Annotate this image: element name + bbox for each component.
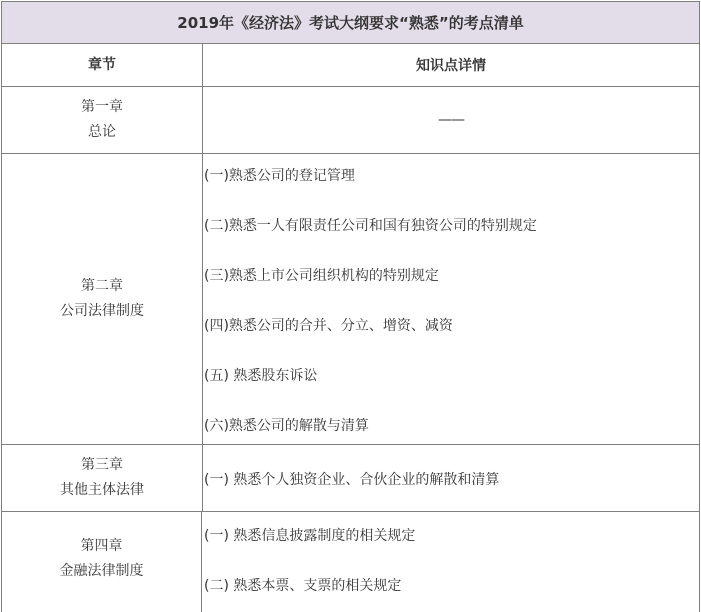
chapter-cell — [2, 154, 203, 444]
empty-dash: —— — [438, 112, 464, 128]
chapter-number: 第四章 — [80, 538, 123, 554]
details-cell — [203, 512, 699, 612]
detail-item: (六)熟悉公司的解散与清算 — [204, 418, 369, 434]
chapter-cell — [2, 87, 203, 153]
details-cell — [203, 87, 699, 153]
chapter-number: 第三章 — [81, 457, 123, 473]
header-chapter: 章节 — [2, 44, 203, 86]
chapter-name: 金融法律制度 — [59, 563, 144, 579]
detail-item: (五) 熟悉股东诉讼 — [204, 368, 318, 384]
details-cell — [203, 445, 699, 511]
chapter-number: 第一章 — [81, 99, 123, 115]
table-row — [1, 445, 700, 512]
detail-item: (一) 熟悉个人独资企业、合伙企业的解散和清算 — [204, 472, 500, 488]
table-row — [1, 154, 700, 445]
chapter-number: 第二章 — [81, 278, 123, 294]
details-cell — [203, 154, 699, 444]
detail-item: (一) 熟悉信息披露制度的相关规定 — [204, 528, 416, 544]
detail-item: (二)熟悉一人有限责任公司和国有独资公司的特别规定 — [204, 218, 537, 234]
chapter-name: 总论 — [88, 124, 116, 140]
table-header-row — [1, 44, 700, 87]
chapter-cell — [2, 445, 203, 511]
detail-item: (二) 熟悉本票、支票的相关规定 — [204, 578, 402, 594]
detail-item: (一)熟悉公司的登记管理 — [204, 168, 355, 184]
header-details: 知识点详情 — [416, 58, 486, 74]
chapter-name: 公司法律制度 — [60, 303, 144, 319]
detail-item: (三)熟悉上市公司组织机构的特别规定 — [204, 268, 439, 284]
table-row — [1, 512, 700, 612]
detail-item: (四)熟悉公司的合并、分立、增资、减资 — [204, 318, 453, 334]
chapter-cell — [2, 512, 202, 612]
table-title: 2019年《经济法》考试大纲要求“熟悉”的考点清单 — [1, 1, 700, 44]
table-row — [1, 87, 700, 154]
chapter-name: 其他主体法律 — [60, 482, 144, 498]
